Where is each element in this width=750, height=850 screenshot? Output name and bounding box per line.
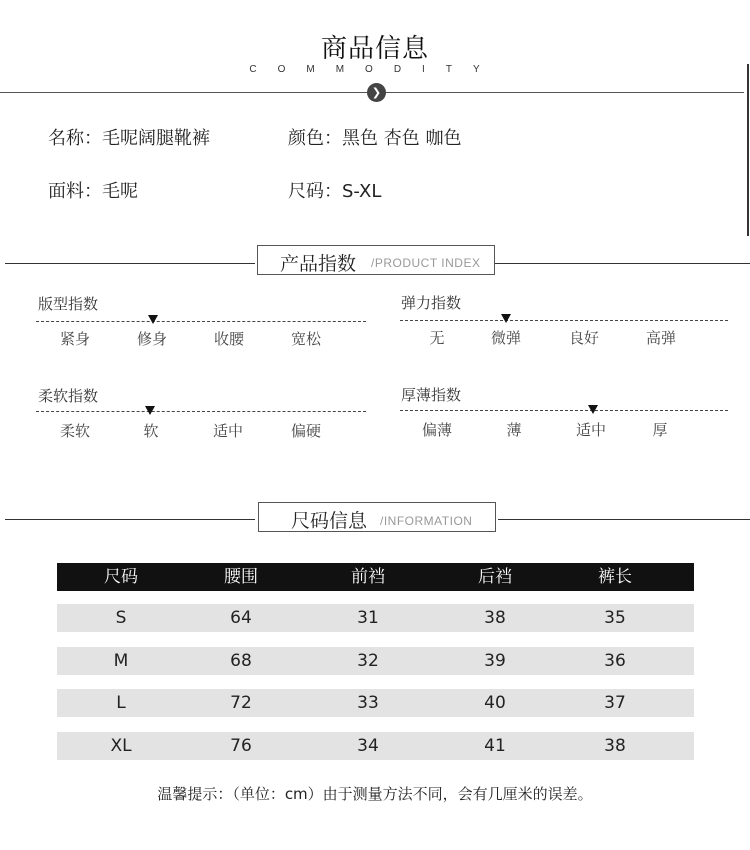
measurement-note: 温馨提示：（单位：cm）由于测量方法不同，会有几厘米的误差。 — [157, 785, 593, 803]
product-index-title: 产品指数 — [280, 253, 357, 275]
table-row — [57, 689, 694, 717]
table-cell: 41 — [484, 736, 506, 756]
column-header: 裤长 — [598, 567, 632, 587]
size-info-title: 尺码信息 — [291, 510, 368, 532]
table-row — [57, 732, 694, 760]
table-cell: S — [115, 608, 127, 628]
index-marker-elasticity — [501, 314, 511, 323]
index-option: 修身 — [136, 330, 167, 348]
index-option: 薄 — [506, 421, 522, 439]
index-marker-fit — [148, 315, 158, 324]
index-option: 收腰 — [213, 330, 244, 348]
index-option: 良好 — [568, 329, 599, 347]
section-line-left — [5, 263, 255, 264]
product-name: 名称：毛呢阔腿靴裤 — [48, 128, 210, 149]
table-row — [57, 604, 694, 632]
index-option: 宽松 — [290, 330, 321, 348]
table-cell: 39 — [484, 651, 506, 671]
right-edge-bar — [747, 64, 749, 236]
product-color: 颜色：黑色 杏色 咖色 — [288, 128, 462, 149]
table-cell: 35 — [604, 608, 626, 628]
index-option: 厚 — [652, 421, 668, 439]
table-cell: XL — [110, 736, 132, 756]
index-scale-thickness — [400, 410, 728, 411]
table-cell: 68 — [230, 651, 252, 671]
size-table-header — [57, 563, 694, 591]
table-cell: 38 — [604, 736, 626, 756]
table-cell: 72 — [230, 693, 252, 713]
column-header: 后裆 — [478, 567, 512, 587]
table-cell: 32 — [357, 651, 379, 671]
index-marker-softness — [145, 406, 155, 415]
index-option: 适中 — [575, 421, 606, 439]
table-cell: 36 — [604, 651, 626, 671]
index-marker-thickness — [588, 405, 598, 414]
table-cell: 31 — [357, 608, 379, 628]
page-subtitle: COMMODITY — [249, 64, 501, 75]
table-cell: 76 — [230, 736, 252, 756]
table-cell: 38 — [484, 608, 506, 628]
product-fabric: 面料：毛呢 — [48, 181, 138, 202]
table-cell: 37 — [604, 693, 626, 713]
index-scale-elasticity — [400, 320, 728, 321]
table-cell: 34 — [357, 736, 379, 756]
index-option: 适中 — [212, 422, 243, 440]
size-info-subtitle: /INFORMATION — [380, 514, 473, 528]
index-option: 软 — [143, 422, 159, 440]
column-header: 尺码 — [104, 567, 138, 587]
index-scale-fit — [36, 321, 366, 322]
column-header: 腰围 — [224, 567, 258, 587]
index-label-softness: 柔软指数 — [38, 387, 99, 405]
section-line-right — [495, 263, 750, 264]
index-option: 偏薄 — [421, 421, 452, 439]
index-label-fit: 版型指数 — [38, 295, 99, 313]
table-row — [57, 647, 694, 675]
index-option: 高弹 — [645, 329, 676, 347]
index-option: 紧身 — [59, 330, 90, 348]
index-label-thickness: 厚薄指数 — [401, 386, 462, 404]
index-label-elasticity: 弹力指数 — [401, 294, 462, 312]
table-cell: L — [116, 693, 126, 713]
page-title: 商品信息 — [320, 34, 429, 64]
index-scale-softness — [36, 411, 366, 412]
product-index-subtitle: /PRODUCT INDEX — [371, 256, 481, 270]
column-header: 前裆 — [351, 567, 385, 587]
chevron-down-icon: ❯ — [367, 83, 386, 102]
product-size: 尺码：S-XL — [288, 181, 382, 202]
index-option: 柔软 — [59, 422, 90, 440]
index-option: 微弹 — [490, 329, 521, 347]
section-line-right — [498, 519, 750, 520]
section-line-left — [5, 519, 255, 520]
index-option: 偏硬 — [290, 422, 321, 440]
product-index-header — [257, 245, 495, 275]
table-cell: 40 — [484, 693, 506, 713]
table-cell: M — [113, 651, 129, 671]
index-option: 无 — [429, 329, 445, 347]
size-info-header — [258, 502, 496, 532]
table-cell: 33 — [357, 693, 379, 713]
table-cell: 64 — [230, 608, 252, 628]
